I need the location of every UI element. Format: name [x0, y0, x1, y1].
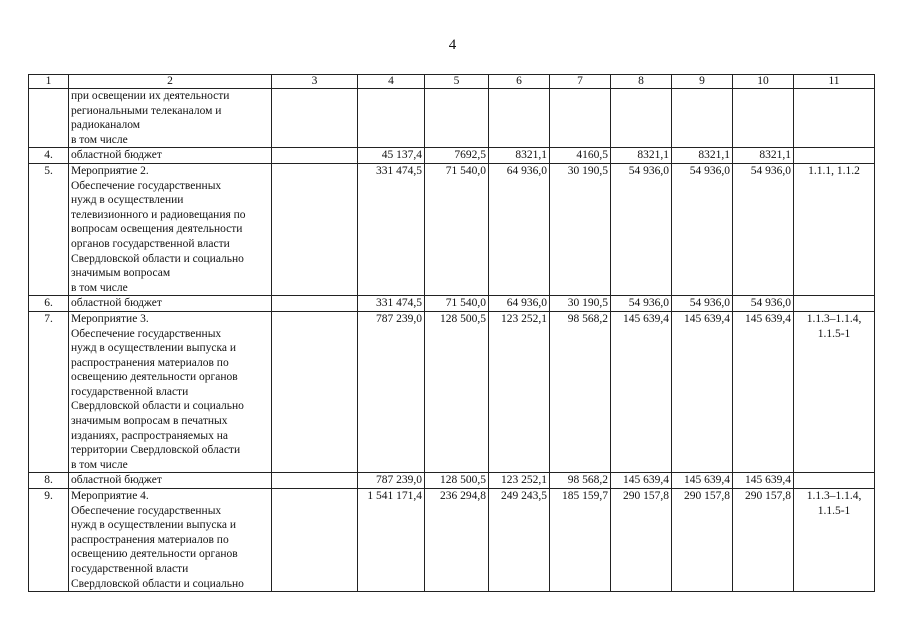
description-line: Свердловской области и социально [71, 252, 244, 265]
amount-cell: 787 239,0 [358, 311, 425, 473]
table-row [29, 489, 875, 592]
table-row [29, 89, 875, 148]
table-row [29, 148, 875, 164]
row-description [69, 473, 272, 489]
target-indicators-cell [794, 163, 875, 295]
amount-cell: 8321,1 [672, 148, 733, 164]
amount-cell [611, 89, 672, 148]
description-line: государственной власти [71, 385, 189, 398]
amount-cell: 98 568,2 [550, 311, 611, 473]
column-number: 1 [29, 75, 69, 89]
target-line: 1.1.5-1 [817, 327, 851, 340]
description-line: при освещении их деятельности [71, 90, 230, 102]
amount-cell: 30 190,5 [550, 163, 611, 295]
description-line: Обеспечение государственных [71, 179, 222, 192]
amount-cell [489, 89, 550, 148]
description-line: вопросам освещения деятельности [71, 223, 243, 236]
amount-cell: 54 936,0 [611, 296, 672, 312]
column-number: 2 [69, 75, 272, 89]
amount-cell: 30 190,5 [550, 296, 611, 312]
row-number: 6. [29, 296, 69, 312]
column-number-row [29, 75, 875, 89]
description-line: в том числе [71, 458, 128, 471]
amount-cell: 236 294,8 [425, 489, 489, 592]
column-number: 3 [272, 75, 358, 89]
column-3-cell [272, 296, 358, 312]
page-number: 4 [448, 37, 457, 53]
description-line: Мероприятие 3. [71, 312, 149, 325]
amount-cell [425, 89, 489, 148]
table-row [29, 163, 875, 295]
column-number: 5 [425, 75, 489, 89]
description-line: органов государственной власти [71, 237, 230, 250]
description-line: Мероприятие 4. [71, 490, 149, 503]
amount-cell: 331 474,5 [358, 163, 425, 295]
amount-cell: 249 243,5 [489, 489, 550, 592]
amount-cell [358, 89, 425, 148]
description-line: областной бюджет [71, 149, 162, 162]
column-3-cell [272, 311, 358, 473]
target-indicators-cell [794, 148, 875, 164]
description-line: региональными телеканалом и [71, 104, 222, 117]
description-line: значимым вопросам [71, 267, 171, 280]
description-line: изданиях, распространяемых на [71, 429, 229, 442]
amount-cell: 145 639,4 [672, 473, 733, 489]
description-line: нужд в осуществлении выпуска и [71, 519, 237, 532]
description-line: в том числе [71, 281, 128, 294]
amount-cell: 123 252,1 [489, 473, 550, 489]
row-number: 4. [29, 148, 69, 164]
description-line: территории Свердловской области [71, 444, 241, 457]
amount-cell: 54 936,0 [611, 163, 672, 295]
amount-cell: 98 568,2 [550, 473, 611, 489]
description-line: Свердловской области и социально [71, 400, 244, 413]
description-line: распространения материалов по [71, 356, 229, 369]
row-number: 5. [29, 163, 69, 295]
column-3-cell [272, 163, 358, 295]
description-line: областной бюджет [71, 297, 162, 310]
description-line: распространения материалов по [71, 533, 229, 546]
amount-cell: 185 159,7 [550, 489, 611, 592]
amount-cell: 145 639,4 [733, 473, 794, 489]
amount-cell: 145 639,4 [733, 311, 794, 473]
description-line: Свердловской области и социально [71, 577, 244, 590]
amount-cell: 71 540,0 [425, 296, 489, 312]
amount-cell: 54 936,0 [733, 296, 794, 312]
description-line: значимым вопросам в печатных [71, 415, 228, 428]
column-number: 11 [794, 75, 875, 89]
description-line: нужд в осуществлении [71, 194, 184, 207]
column-number: 6 [489, 75, 550, 89]
target-indicators-cell [794, 489, 875, 592]
description-line: Обеспечение государственных [71, 504, 222, 517]
target-indicators-cell [794, 89, 875, 148]
column-number: 10 [733, 75, 794, 89]
amount-cell: 331 474,5 [358, 296, 425, 312]
amount-cell [550, 89, 611, 148]
description-line: государственной власти [71, 563, 189, 575]
description-line: нужд в осуществлении выпуска и [71, 342, 237, 355]
row-number: 9. [29, 489, 69, 592]
row-description [69, 89, 272, 148]
amount-cell: 54 936,0 [733, 163, 794, 295]
description-line: освещению деятельности органов [71, 548, 238, 561]
amount-cell: 145 639,4 [611, 311, 672, 473]
description-line: в том числе [71, 133, 128, 146]
column-3-cell [272, 148, 358, 164]
column-number: 7 [550, 75, 611, 89]
amount-cell: 8321,1 [733, 148, 794, 164]
amount-cell: 128 500,5 [425, 473, 489, 489]
description-line: освещению деятельности органов [71, 371, 238, 384]
amount-cell: 45 137,4 [358, 148, 425, 164]
column-3-cell [272, 89, 358, 148]
amount-cell [733, 89, 794, 148]
row-number: 8. [29, 473, 69, 489]
amount-cell: 123 252,1 [489, 311, 550, 473]
description-line: телевизионного и радиовещания по [71, 208, 246, 221]
amount-cell: 54 936,0 [672, 163, 733, 295]
program-table [28, 74, 875, 592]
target-line: 1.1.5-1 [817, 504, 851, 517]
description-line: Мероприятие 2. [71, 164, 149, 177]
amount-cell: 145 639,4 [611, 473, 672, 489]
table-row [29, 296, 875, 312]
column-3-cell [272, 489, 358, 592]
row-number: 7. [29, 311, 69, 473]
column-number: 8 [611, 75, 672, 89]
column-number: 9 [672, 75, 733, 89]
target-indicators-cell [794, 473, 875, 489]
target-indicators-cell [794, 296, 875, 312]
amount-cell: 64 936,0 [489, 163, 550, 295]
row-description [69, 311, 272, 473]
amount-cell: 290 157,8 [611, 489, 672, 592]
row-number [29, 89, 69, 148]
column-number: 4 [358, 75, 425, 89]
row-description [69, 489, 272, 592]
table-row [29, 473, 875, 489]
amount-cell: 54 936,0 [672, 296, 733, 312]
amount-cell: 1 541 171,4 [358, 489, 425, 592]
amount-cell: 64 936,0 [489, 296, 550, 312]
amount-cell: 7692,5 [425, 148, 489, 164]
amount-cell: 8321,1 [489, 148, 550, 164]
row-description [69, 148, 272, 164]
amount-cell: 290 157,8 [733, 489, 794, 592]
table-row [29, 311, 875, 473]
amount-cell: 290 157,8 [672, 489, 733, 592]
description-line: Обеспечение государственных [71, 327, 222, 340]
description-line: радиоканалом [71, 119, 141, 132]
amount-cell: 145 639,4 [672, 311, 733, 473]
target-line: 1.1.3–1.1.4, [806, 490, 862, 503]
amount-cell: 4160,5 [550, 148, 611, 164]
amount-cell: 8321,1 [611, 148, 672, 164]
row-description [69, 296, 272, 312]
amount-cell [672, 89, 733, 148]
target-line: 1.1.3–1.1.4, [806, 312, 862, 325]
target-line: 1.1.1, 1.1.2 [808, 164, 860, 177]
amount-cell: 128 500,5 [425, 311, 489, 473]
target-indicators-cell [794, 311, 875, 473]
amount-cell: 787 239,0 [358, 473, 425, 489]
amount-cell: 71 540,0 [425, 163, 489, 295]
description-line: областной бюджет [71, 474, 162, 487]
row-description [69, 163, 272, 295]
column-3-cell [272, 473, 358, 489]
